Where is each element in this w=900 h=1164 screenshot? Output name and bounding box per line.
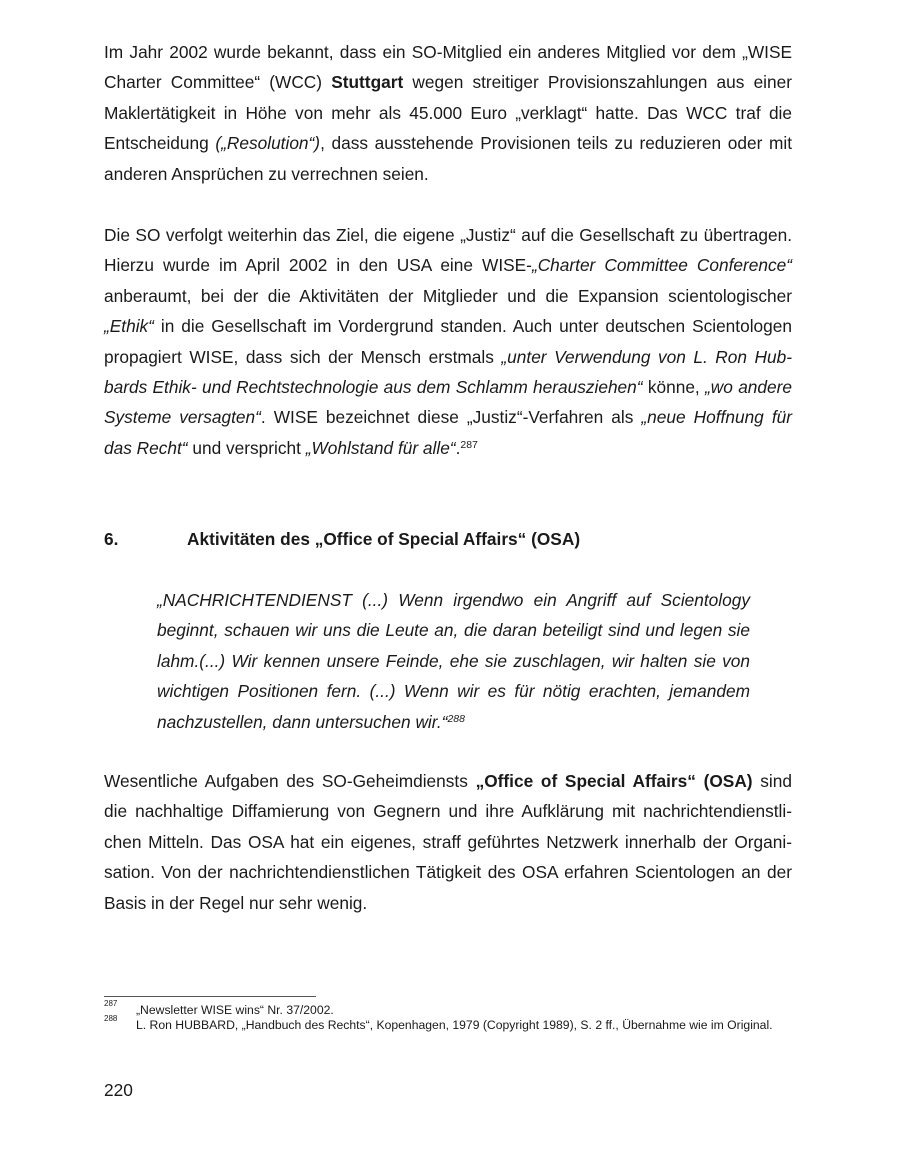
- block-quote: [157, 585, 750, 737]
- paragraph-osa-tasks: Wesentliche Aufgaben des SO-Geheimdiensts „Office of Special Affairs“ (OSA) sind die nachhaltige Diffamierung von Gegnern und ihre Aufklärung mit nachrichtendienstlichen Mitteln. Das OSA hat ein eigenes, straff geführtes Netzwerk innerhalb der Organisation. Von der nachrichtendienstlichen Tätigkeit des OSA erfahren Scientologen an der Basis in der Regel nur sehr wenig.: [104, 771, 792, 913]
- page-number: 220: [104, 1080, 133, 1100]
- footnote-ref-287[interactable]: 287: [460, 438, 478, 451]
- bold-osa: „Office of Special Affairs“ (OSA): [475, 771, 753, 791]
- paragraph-wise-justiz: Die SO verfolgt weiterhin das Ziel, die eigene „Justiz“ auf die Gesellschaft zu übertragen. Hierzu wurde im April 2002 in den USA eine WISE-„Charter Committee Conference“ anberaumt, bei der die Aktivitäten der Mitglieder und die Expansion scientologischer „Ethik“ in die Gesellschaft im Vordergrund standen. Auch unter deutschen Scientologen propagiert WISE, dass sich der Mensch erstmals „unter Verwendung von L. Ron Hubbards Ethik- und Rechtstechnologie aus dem Schlamm herausziehen“ könne, „wo andere Systeme versagten“. WISE bezeichnet diese „Justiz“-Verfahren als „neue Hoffnung für das Recht“ und verspricht „Wohlstand für alle“.$^{287}$: [104, 225, 793, 458]
- paragraph-wcc-stuttgart: Im Jahr 2002 wurde bekannt, dass ein SO-Mitglied ein anderes Mitglied vor dem „WISE Charter Committee“ (WCC) Stuttgart wegen streitiger Provisionszahlungen aus einer Maklertätigkeit in Höhe von mehr als 45.000 Euro „verklagt“ hatte. Das WCC traf die Entscheidung („Resolution“), dass ausstehende Provisionen teils zu reduzieren oder mit anderen Ansprüchen zu verrechnen seien.: [104, 42, 793, 184]
- quote-text: „NACHRICHTENDIENST (...) Wenn irgendwo ein Angriff auf Scientology beginnt, schauen wir uns die Leute an, die daran beteiligt sind und legen sie lahm.(...) Wir kennen unsere Feinde, ehe sie zuschlagen, wir halten sie von wichtigen Positionen fern. (...) Wenn wir es für nötig erachten, jemandem nachzustellen, dann untersuchen wir.“: [157, 590, 750, 732]
- footnote-text: „Newsletter WISE wins“ Nr. 37/2002.: [136, 1003, 334, 1017]
- bold-stuttgart: Stuttgart: [331, 72, 404, 93]
- footnote-number: 287: [104, 999, 118, 1008]
- footnote-ref-288[interactable]: 288: [447, 712, 465, 725]
- footnote-text: L. Ron HUBBARD, „Handbuch des Rechts“, Kopenhagen, 1979 (Copyright 1989), S. 2 ff., Übernahme wie im Original.: [136, 1018, 773, 1032]
- italic-resolution: („Resolution“): [215, 133, 321, 154]
- section-title: Aktivitäten des „Office of Special Affairs“ (OSA): [187, 529, 581, 549]
- section-number: 6.: [104, 529, 119, 549]
- footnote-number: 288: [104, 1014, 118, 1023]
- footnote-separator: [104, 996, 316, 997]
